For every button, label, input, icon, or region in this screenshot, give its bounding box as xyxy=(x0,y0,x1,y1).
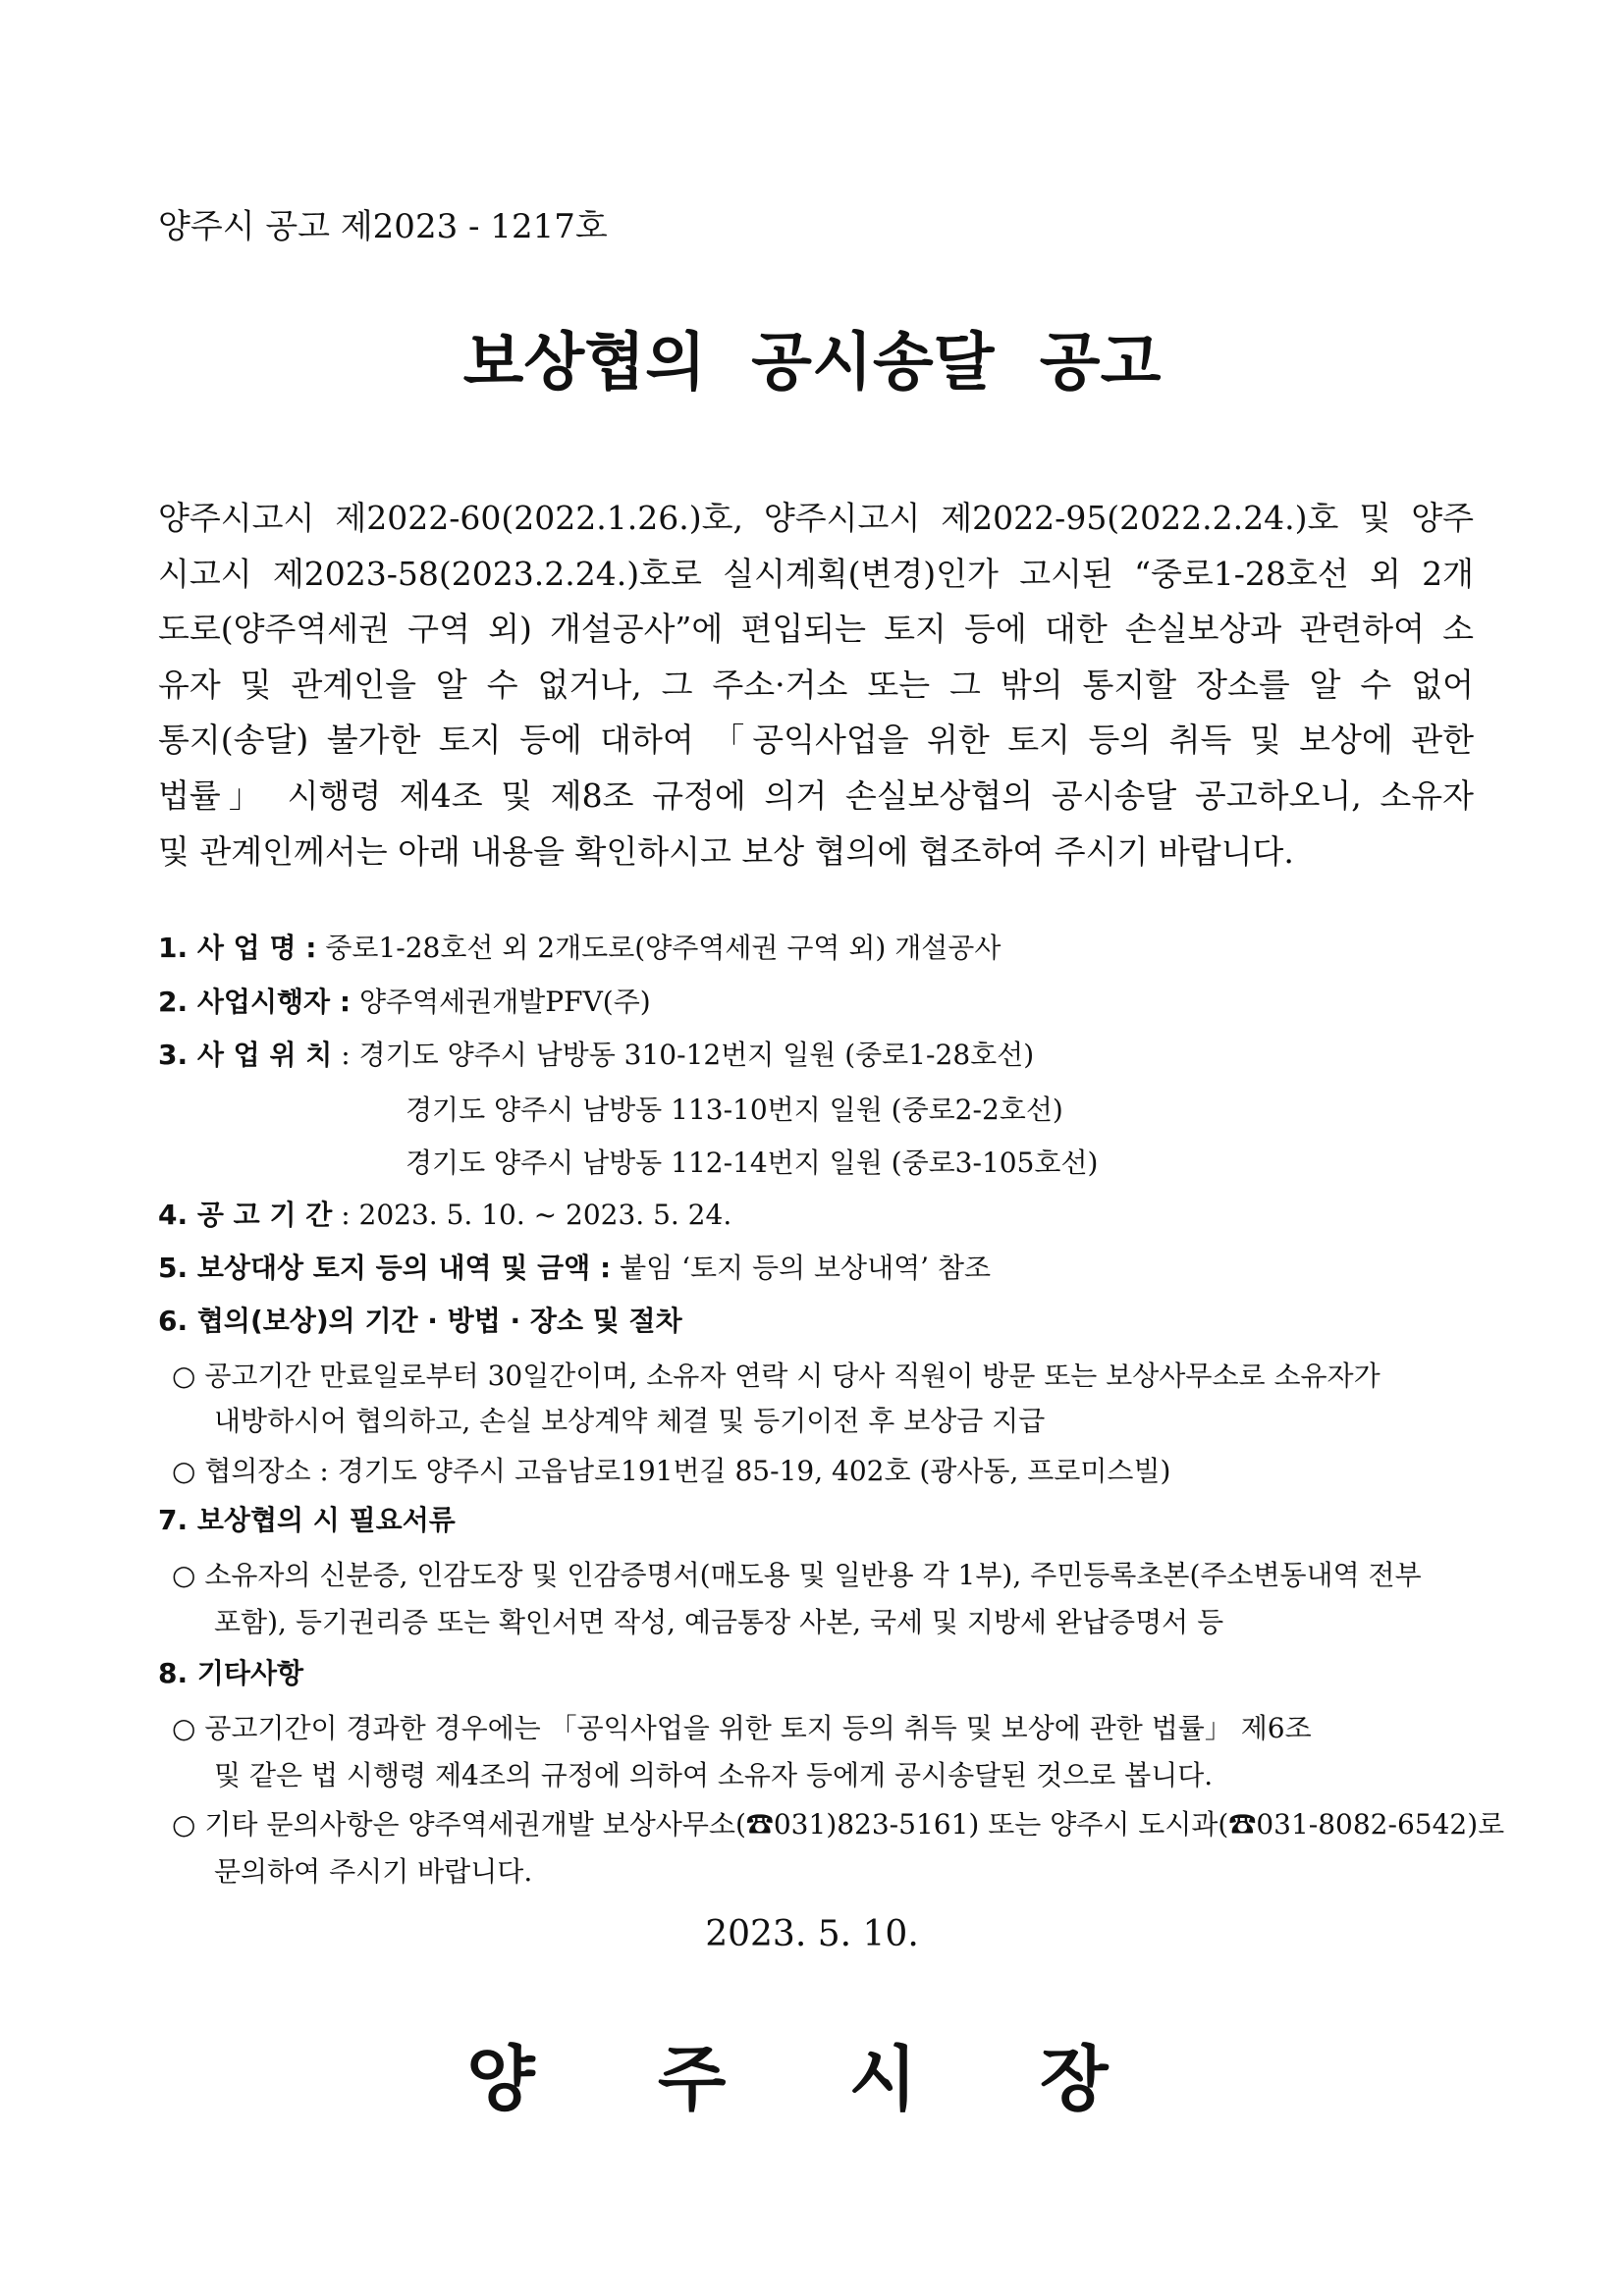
section-label: 6. 협의(보상)의 기간 · 방법 · 장소 및 절차 xyxy=(158,1305,682,1337)
page-title: 보상협의 공시송달 공고 xyxy=(462,327,1162,400)
section-label: 3. 사 업 위 치 xyxy=(158,1039,333,1071)
section-period xyxy=(158,1196,731,1235)
section-value: 중로1-28호선 외 2개도로(양주역세권 구역 외) 개설공사 xyxy=(316,932,1001,964)
bullet-continuation: 문의하여 주시기 바랍니다. xyxy=(214,1855,533,1888)
section-label: 8. 기타사항 xyxy=(158,1657,304,1689)
section-value: : 경기도 양주시 남방동 310-12번지 일원 (중로1-28호선) xyxy=(332,1039,1035,1071)
location-line: 경기도 양주시 남방동 112-14번지 일원 (중로3-105호선) xyxy=(406,1147,1099,1179)
bullet-item: ○ 기타 문의사항은 양주역세권개발 보상사무소(☎031)823-5161) 또는 양주시 도시과(☎031-8082-6542)로 xyxy=(172,1808,1505,1841)
bullet-item: ○ 공고기간이 경과한 경우에는 「공익사업을 위한 토지 등의 취득 및 보상에 관한 법률」 제6조 xyxy=(172,1712,1312,1744)
section-label: 7. 보상협의 시 필요서류 xyxy=(158,1504,456,1536)
body-line: 양주시고시 제2022-60(2022.1.26.)호, 양주시고시 제2022-95(2022.2.24.)호 및 양주 xyxy=(158,499,1474,537)
section-label: 2. 사업시행자 : xyxy=(158,986,352,1018)
body-line: 통지(송달) 불가한 토지 등에 대하여 「공익사업을 위한 토지 등의 취득 및 보상에 관한 xyxy=(158,721,1474,760)
section-label: 4. 공 고 기 간 xyxy=(158,1199,333,1231)
section-operator xyxy=(158,983,651,1022)
bullet-item: ○ 공고기간 만료일로부터 30일간이며, 소유자 연락 시 당사 직원이 방문 또는 보상사무소로 소유자가 xyxy=(172,1360,1380,1392)
bullet-continuation: 내방하시어 협의하고, 손실 보상계약 체결 및 등기이전 후 보상금 지급 xyxy=(214,1405,1046,1437)
section-value: 붙임 ‘토지 등의 보상내역’ 참조 xyxy=(611,1252,992,1284)
body-paragraph xyxy=(158,491,1474,880)
section-value: 양주역세권개발PFV(주) xyxy=(351,986,651,1018)
body-line: 시고시 제2023-58(2023.2.24.)호로 실시계획(변경)인가 고시된 “중로1-28호선 외 2개 xyxy=(158,554,1474,593)
body-line: 법률」 시행령 제4조 및 제8조 규정에 의거 손실보상협의 공시송달 공고하오니, 소유자 xyxy=(158,775,1474,815)
notice-number: 양주시 공고 제2023 - 1217호 xyxy=(158,207,608,246)
location-line: 경기도 양주시 남방동 113-10번지 일원 (중로2-2호선) xyxy=(406,1094,1063,1126)
body-line: 유자 및 관계인을 알 수 없거나, 그 주소·거소 또는 그 밖의 통지할 장소를 알 수 없어 xyxy=(158,665,1474,704)
notice-date: 2023. 5. 10. xyxy=(705,1914,919,1954)
section-location xyxy=(158,1036,1034,1075)
bullet-continuation: 및 같은 법 시행령 제4조의 규정에 의하여 소유자 등에게 공시송달된 것으로 봅니다. xyxy=(214,1759,1214,1791)
issuer-signature: 양 주 시 장 xyxy=(466,2038,1158,2120)
section-required-documents xyxy=(158,1501,456,1540)
section-label: 5. 보상대상 토지 등의 내역 및 금액 : xyxy=(158,1252,612,1284)
body-line: 도로(양주역세권 구역 외) 개설공사”에 편입되는 토지 등에 대한 손실보상과 관련하여 소 xyxy=(158,610,1474,649)
section-value: : 2023. 5. 10. ~ 2023. 5. 24. xyxy=(332,1199,732,1231)
section-project-name xyxy=(158,929,1001,968)
bullet-continuation: 포함), 등기권리증 또는 확인서면 작성, 예금통장 사본, 국세 및 지방세 완납증명서 등 xyxy=(214,1606,1224,1638)
bullet-item: ○ 소유자의 신분증, 인감도장 및 인감증명서(매도용 및 일반용 각 1부), 주민등록초본(주소변동내역 전부 xyxy=(172,1559,1422,1591)
section-label: 1. 사 업 명 : xyxy=(158,932,317,964)
bullet-item: ○ 협의장소 : 경기도 양주시 고읍남로191번길 85-19, 402호 (광사동, 프로미스빌) xyxy=(172,1455,1171,1487)
body-line: 및 관계인께서는 아래 내용을 확인하시고 보상 협의에 협조하여 주시기 바랍니다. xyxy=(158,831,1294,871)
section-compensation-details xyxy=(158,1249,991,1288)
section-other xyxy=(158,1654,303,1693)
section-negotiation xyxy=(158,1302,682,1341)
